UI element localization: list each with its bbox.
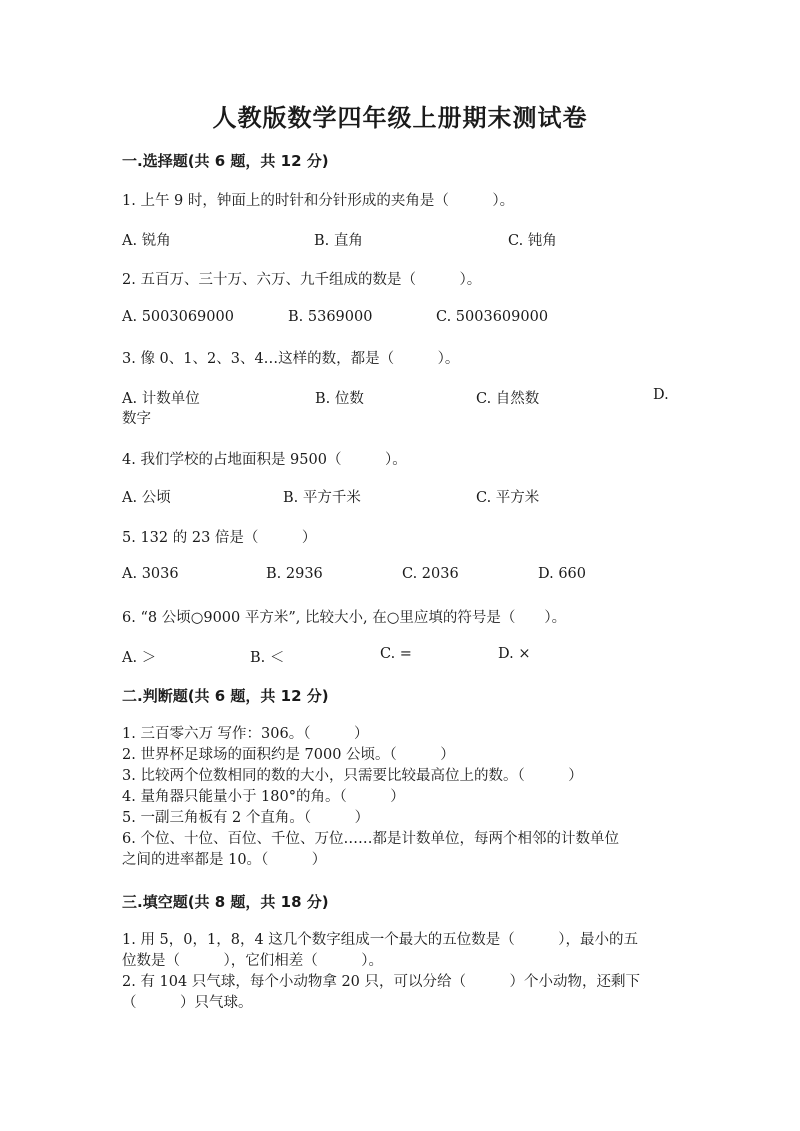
q5-option-c: C. 2036 [402, 566, 459, 582]
judgement-list [122, 724, 682, 871]
judgement-item: 6. 个位、十位、百位、千位、万位……都是计数单位，每两个相邻的计数单位 [122, 831, 619, 847]
section-heading-judgement: 二.判断题(共 6 题，共 12 分) [122, 687, 329, 705]
q5-option-a: A. 3036 [122, 566, 179, 582]
fill-in-item: 1. 用 5，0，1，8，4 这几个数字组成一个最大的五位数是（ ），最小的五 [122, 932, 639, 948]
q1-option-a: A. 锐角 [122, 233, 171, 249]
question-4: 4. 我们学校的占地面积是 9500（ ）。 [122, 452, 407, 468]
q2-option-a: A. 5003069000 [122, 309, 234, 325]
fill-in-list [122, 930, 682, 1014]
question-3: 3. 像 0、1、2、3、4…这样的数，都是（ ）。 [122, 351, 460, 367]
q4-option-b: B. 平方千米 [283, 490, 361, 506]
q3-option-d-wrap: 数字 [122, 411, 151, 427]
q3-option-b: B. 位数 [315, 391, 364, 407]
q2-option-b: B. 5369000 [288, 309, 373, 325]
question-1: 1. 上午 9 时，钟面上的时针和分针形成的夹角是（ ）。 [122, 193, 515, 209]
question-6: 6. “8 公顷○9000 平方米”, 比较大小, 在○里应填的符号是（ ）。 [122, 610, 567, 626]
judgement-item: 之间的进率都是 10。（ ） [122, 852, 327, 868]
q5-option-d: D. 660 [538, 566, 587, 582]
q1-option-c: C. 钝角 [508, 233, 557, 249]
q4-option-c: C. 平方米 [476, 490, 540, 506]
q3-option-a: A. 计数单位 [122, 391, 200, 407]
fill-in-item: 位数是（ ），它们相差（ ）。 [122, 953, 383, 969]
q1-option-b: B. 直角 [314, 233, 363, 249]
judgement-item: 4. 量角器只能量小于 180°的角。（ ） [122, 789, 405, 805]
question-5: 5. 132 的 23 倍是（ ） [122, 530, 317, 546]
section-heading-fill-in: 三.填空题(共 8 题，共 18 分) [122, 893, 329, 911]
q6-option-b: B. ＜ [250, 650, 285, 666]
judgement-item: 5. 一副三角板有 2 个直角。（ ） [122, 810, 370, 826]
judgement-item: 3. 比较两个位数相同的数的大小，只需要比较最高位上的数。（ ） [122, 768, 583, 784]
section-heading-choice: 一.选择题(共 6 题，共 12 分) [122, 152, 329, 170]
q6-option-d: D. × [498, 646, 531, 662]
question-2: 2. 五百万、三十万、六万、九千组成的数是（ ）。 [122, 272, 482, 288]
q6-option-c: C. = [380, 646, 412, 662]
q4-option-a: A. 公顷 [122, 490, 171, 506]
fill-in-item: 2. 有 104 只气球，每个小动物拿 20 只，可以分给（ ）个小动物，还剩下 [122, 974, 641, 990]
page-title: 人教版数学四年级上册期末测试卷 [212, 104, 588, 132]
q5-option-b: B. 2936 [266, 566, 323, 582]
q2-option-c: C. 5003609000 [436, 309, 549, 325]
q6-option-a: A. ＞ [122, 650, 157, 666]
q3-option-c: C. 自然数 [476, 391, 540, 407]
judgement-item: 2. 世界杯足球场的面积约是 7000 公顷。（ ） [122, 747, 455, 763]
judgement-item: 1. 三百零六万 写作：306。（ ） [122, 726, 369, 742]
q3-option-d: D. [653, 387, 669, 403]
fill-in-item: （ ）只气球。 [122, 995, 253, 1011]
